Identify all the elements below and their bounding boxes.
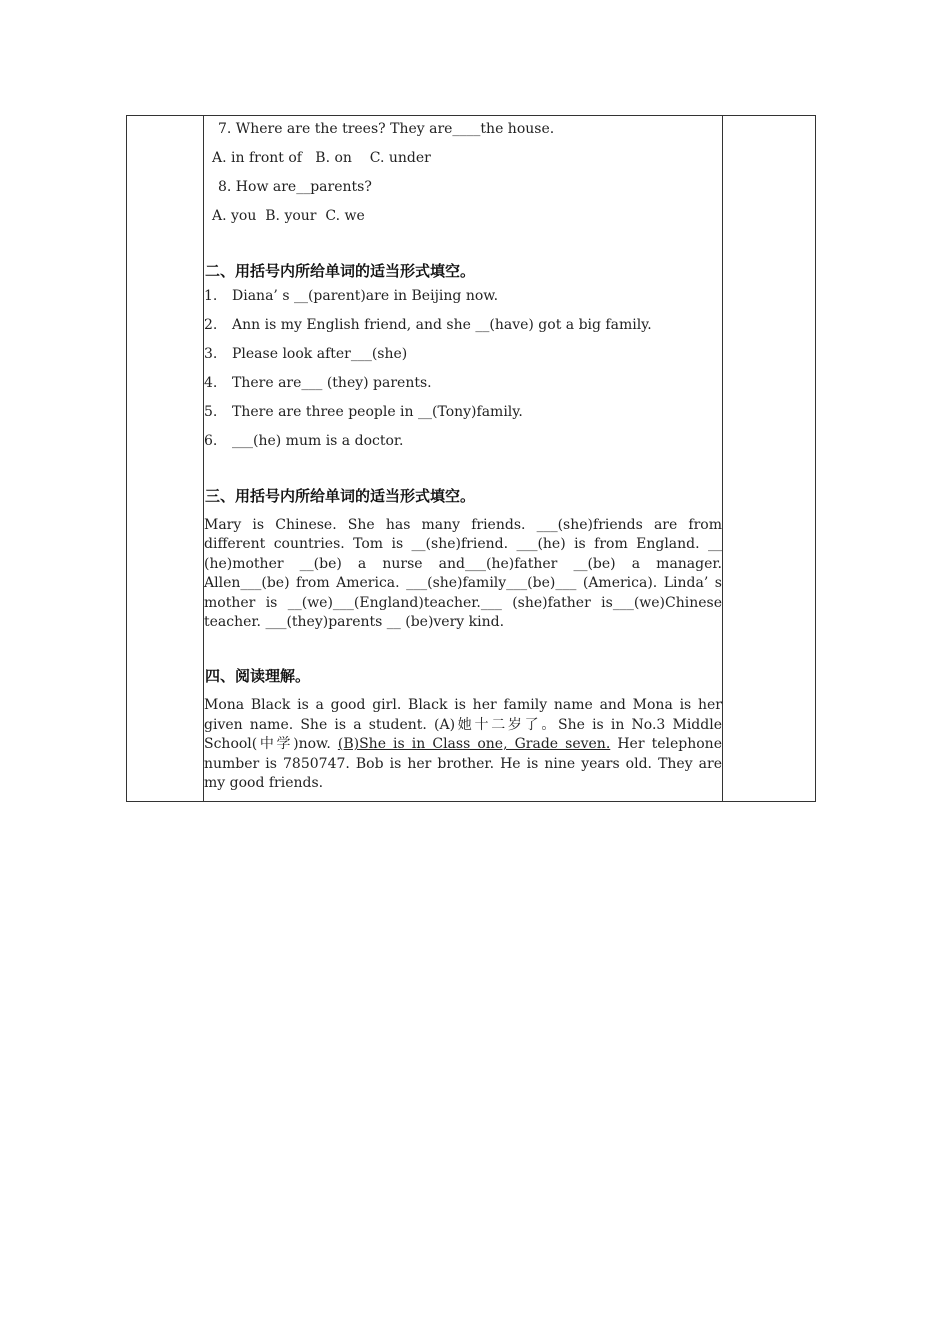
fill-blank-item bbox=[204, 403, 722, 421]
question-7-options: A. in front of B. on C. under bbox=[212, 150, 431, 166]
section-3-paragraph: Mary is Chinese. She has many friends. ___(she)friends are from different countries. Tom is __(she)friend. ___(he) is from England. __ (he)mother __(be) a nurse and___(he)father __(be) a manager. Allen___(be) from America. ___(she)family___(be)___ (America). Linda’ s mother is __(we)___(England)teacher.___ (she)father is___(we)Chinese teacher. ___(they)parents __ (be)very kind. bbox=[204, 517, 722, 631]
fill-blank-item bbox=[204, 316, 722, 334]
item-number: 3. bbox=[204, 346, 218, 362]
reading-text-part-2: Her telephone number is 7850747. Bob is her brother. He is nine years old. They are my good friends. bbox=[204, 736, 722, 792]
reading-text-part-1: Mona Black is a good girl. Black is her family name and Mona is her given name. She is a student. (A)她十二岁了。She is in No.3 Middle School(中学)now. bbox=[204, 697, 722, 753]
question-7: 7. Where are the trees? They are____the house. bbox=[218, 121, 555, 137]
section-2-list bbox=[204, 287, 722, 450]
section-4-heading: 四、阅读理解。 bbox=[205, 667, 311, 686]
left-column bbox=[127, 116, 204, 802]
section-4-paragraph bbox=[204, 696, 722, 793]
item-number: 6. bbox=[204, 433, 218, 449]
fill-blank-item bbox=[204, 287, 722, 305]
item-text: Diana’ s __(parent)are in Beijing now. bbox=[232, 288, 499, 304]
item-text: ___(he) mum is a doctor. bbox=[232, 433, 404, 449]
item-number: 4. bbox=[204, 375, 218, 391]
main-column bbox=[204, 116, 723, 802]
right-column bbox=[723, 116, 816, 802]
item-text: There are___ (they) parents. bbox=[232, 375, 432, 391]
item-text: Ann is my English friend, and she __(have) got a big family. bbox=[232, 317, 652, 333]
fill-blank-item bbox=[204, 432, 722, 450]
worksheet-table bbox=[126, 115, 816, 802]
fill-blank-item bbox=[204, 345, 722, 363]
fill-blank-item bbox=[204, 374, 722, 392]
section-3-heading: 三、用括号内所给单词的适当形式填空。 bbox=[205, 487, 476, 505]
reading-text-underlined: (B)She is in Class one, Grade seven. bbox=[337, 736, 611, 753]
item-number: 5. bbox=[204, 404, 218, 420]
item-number: 2. bbox=[204, 317, 218, 333]
item-text: Please look after___(she) bbox=[232, 346, 408, 362]
item-number: 1. bbox=[204, 288, 218, 304]
item-text: There are three people in __(Tony)family. bbox=[232, 404, 523, 420]
question-8-options: A. you B. your C. we bbox=[212, 208, 365, 224]
question-8: 8. How are__parents? bbox=[218, 179, 372, 195]
section-2-heading: 二、用括号内所给单词的适当形式填空。 bbox=[205, 262, 476, 280]
